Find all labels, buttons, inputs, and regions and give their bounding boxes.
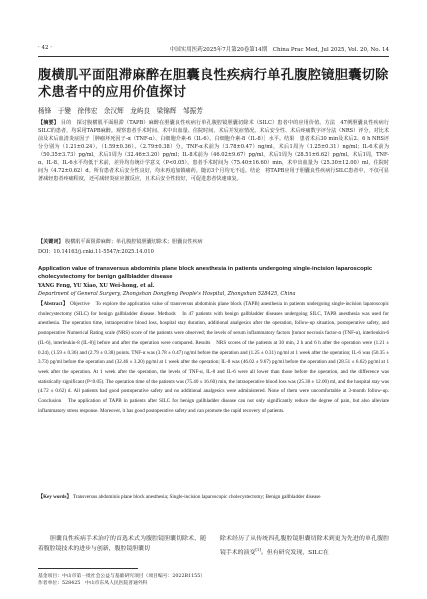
english-abstract	[38, 300, 389, 416]
english-abstract-text: Objective To explore the application value of transversus abdominis plane block (TAPB) anesthesia in patients undergoing single-incision laparoscopic cholecystectomy (SILC) for benign gallbladder disease. Methods In 47 patients with benign gallbladder diseases undergoing SILC, TAPB anesthesia was used for anesthesia. The operation time, intraoperative blood loss, hospital stay duration, additional analgesics after the operation, follow-up situation, postoperative safety, and postoperative Numerical Rating scale (NRS) score of the patients were observed; the levels of serum inflammatory factors [tumor necrosis factor-α (TNF-α), interleukin-6 (IL-6), interleukin-8 (IL-8)] before and after the operation were compared. Results NRS scores of the patients at 30 min, 2 h and 6 h after the operation were (1.21 ± 0.24), (1.59 ± 0.36) and (2.79 ± 0.38) points. TNF-α was (3.78 ± 0.47) ng/ml before the operation and (1.25 ± 0.31) ng/ml at 1 week after the operation; IL-6 was (50.35 ± 3.73) pg/ml before the operation and (32.46 ± 3.20) pg/ml at 1 week after the operation; IL-8 was (46.02 ± 9.67) pg/ml before the operation and (28.51 ± 6.62) pg/ml at 1 week after the operation. At 1 week after the operation, the levels of TNF-α, IL-8 and IL-6 were all lower than those before the operation, and the difference was statistically significant (P<0.05). The operation time of the patients was (75.40 ± 16.60) min, the intraoperative blood loss was (25.30 ± 12.00) ml, and the hospital stay was (4.72 ± 0.62) d. All patients had good postoperative safety and no additional analgesics were administered. None of them were uncomfortable at 3-month follow-up. Conclusion The application of TAPB in patients after SILC for benign gallbladder disease can not only significantly reduce the degree of pain, but also alleviate inflammatory stress response. Moreover, it has good postoperative safety and can promote the rapid recovery of patients.	[38, 301, 389, 414]
citation: [1]	[255, 546, 262, 552]
english-author-names: YANG Feng, YU Xiao, XU Wei-hong, et al.	[38, 283, 155, 289]
english-keywords	[38, 493, 389, 503]
doi: DOI：10.14163/j.cnki.11-5547/r.2025.14.010	[38, 249, 154, 255]
footnote-rule	[38, 568, 138, 569]
running-header	[38, 45, 389, 54]
header-rule	[38, 56, 389, 57]
abstract-text: 目的 探讨腹横肌平面阻滞（TAPB）麻醉在胆囊良性疾病行单孔腹腔镜胆囊切除术（SILC）患者中的应用价值。方法 47例胆囊良性疾病行SILC的患者，均采用TAPB麻醉。观察患者手术时间、术中出血量、住院时间、术后并发症情况、术后安全性、术后疼痛数字评分法（NRS）评分，对比术前及术后血清炎症因子［肿瘤坏死因子-α（TNF-α）、白细胞介素-6（IL-6）、白细胞介素-8（IL-8）］水平。结果 患者术后30 min及术后2、6 h NRS评分分别为（1.21±0.24）、（1.59±0.36）、（2.79±0.38）分。TNF-α术前为（3.78±0.47）ng/ml，术后1周为（1.25±0.31）ng/ml；IL-6术前为（50.35±3.73）pg/ml，术后1周为（32.46±3.20）pg/ml；IL-8术前为（46.02±9.67）pg/ml，术后1周为（28.51±6.62）pg/ml。术后1周，TNF-α、IL-8、IL-6水平均低于术前，差异均有统计学意义（P<0.05）。患者手术时间为（75.40±16.60）min，术中出血量为（25.30±12.00）ml，住院时间为（4.72±0.62）d。所有患者术后安全性良好，均未再追加镇痛药。随访3个月均无不适。结论 将TAPB应用于胆囊良性疾病行SILC患者中，不仅可显著减轻患者疼痛程度，还可减轻炎症应激反应，且术后安全性较好，可促进患者快速康复。	[38, 120, 389, 182]
footnote	[38, 573, 389, 587]
journal-info: 中国实用医药2025年7月第20卷第14期 China Prac Med, Jul 2025, Vol. 20, No. 14	[169, 47, 389, 53]
body-text-right-cont: 。但有研究发现，SILC在	[261, 549, 329, 556]
author-affiliation-note: 作者单位：528425 中山市东凤人民医院普通外科	[38, 581, 148, 586]
chinese-keywords	[38, 238, 389, 246]
keywords-text: 腹横肌平面阻滞麻醉；单孔腹腔镜胆囊切除术；胆囊良性疾病	[65, 239, 203, 245]
chinese-abstract	[38, 119, 389, 183]
english-keywords-label: 【Key words】	[38, 494, 72, 500]
body-column-right	[220, 535, 389, 559]
english-affiliation: Department of General Surgery, Zhongshan Dongfeng People's Hospital, Zhongshan 528425, China	[38, 290, 296, 297]
english-abstract-label: 【Abstract】	[38, 301, 69, 307]
page-number: · 42 ·	[38, 45, 52, 51]
fund-note: 基金项目：中山市第一批社会公益与基础研究项目（项目编号：2022B1155）	[38, 574, 206, 579]
english-title: Application value of transversus abdominis plane block anesthesia in patients undergoing single-incision laparoscopic cholecystectomy for benign gallbladder disease	[38, 266, 373, 280]
article-title: 腹横肌平面阻滞麻醉在胆囊良性疾病行单孔腹腔镜胆囊切除术患者中的应用价值探讨	[38, 68, 389, 100]
english-keywords-text: Transversus abdominis plane block anesthesia; Single-incision laparoscopic cholecystectomy; Benign gallbladder disease	[72, 494, 321, 500]
author-list: 杨锋 于變 徐伟宏 余汉辉 龙屿良 梁锦辉 邹振芳	[38, 107, 203, 115]
body-text-right: 除术经历了从传统四孔腹腔镜胆囊切除术到更为先进的单孔腹腔镜手术的演变	[220, 536, 389, 556]
body-column-left: 胆囊良性疾病手术治疗的首选术式为腹腔镜胆囊切除术，随着腹腔镜技术的进步与创新，腹腔镜胆囊切	[38, 536, 206, 552]
abstract-label: 【摘要】	[38, 120, 60, 126]
keywords-label: 【关键词】	[38, 239, 64, 245]
english-authors	[38, 283, 389, 299]
